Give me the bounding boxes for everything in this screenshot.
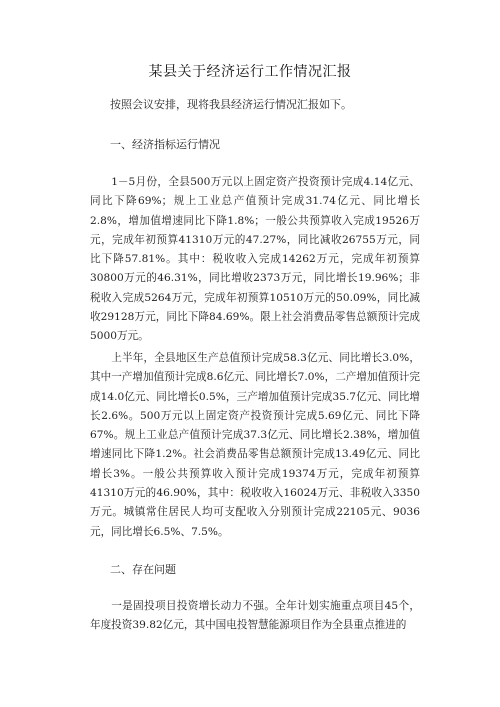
paragraph-jan-may: 1－5月份，全县500万元以上固定资产投资预计完成4.14亿元、同比下降69%；规上工业总产值预计完成31.74亿元、同比增长2.8%，增加值增速同比下降1.8%；一般公共预算收入完成19526万元，完成年初预算41310万元的47.27%，同比减收26755万元，同比下降57.81%。其中：税收收入完成14262万元，完成年初预算30800万元的46.31%，同比增收2373万元，同比增长19.96%；非税收入完成5264万元，完成年初预算10510万元的50.09%，同比减收29128万元，同比下降84.69%。限上社会消费品零售总额预计完成5000万元。: [90, 176, 420, 343]
section-heading-problems: 二、存在问题: [110, 563, 176, 576]
paragraph-first-half: 上半年，全县地区生产总值预计完成58.3亿元、同比增长3.0%，其中一产增加值预计完成8.6亿元、同比增长7.0%，二产增加值预计完成14.0亿元、同比增长0.5%，三产增加值预计完成35.7亿元、同比增长2.6%。500万元以上固定资产投资预计完成5.69亿元、同比下降67%。规上工业总产值预计完成37.3亿元、同比增长2.38%，增加值增速同比下降1.2%。社会消费品零售总额预计完成13.49亿元、同比增长3%。一般公共预算收入预计完成19374万元，完成年初预算41310万元的46.90%，其中：税收收入16024万元、非税收入3350万元。城镇常住居民人均可支配收入分别预计完成22105元、9036元，同比增长6.5%、7.5%。: [90, 352, 420, 538]
document-title: 某县关于经济运行工作情况汇报: [148, 64, 352, 80]
section-heading-indicators: 一、经济指标运行情况: [110, 138, 220, 151]
paragraph-investment-problem: 一是固投项目投资增长动力不强。全年计划实施重点项目45个，年度投资39.82亿元，其中国电投智慧能源项目作为全县重点推进的: [90, 600, 420, 632]
intro-paragraph: 按照会议安排，现将我县经济运行情况汇报如下。: [110, 98, 352, 111]
